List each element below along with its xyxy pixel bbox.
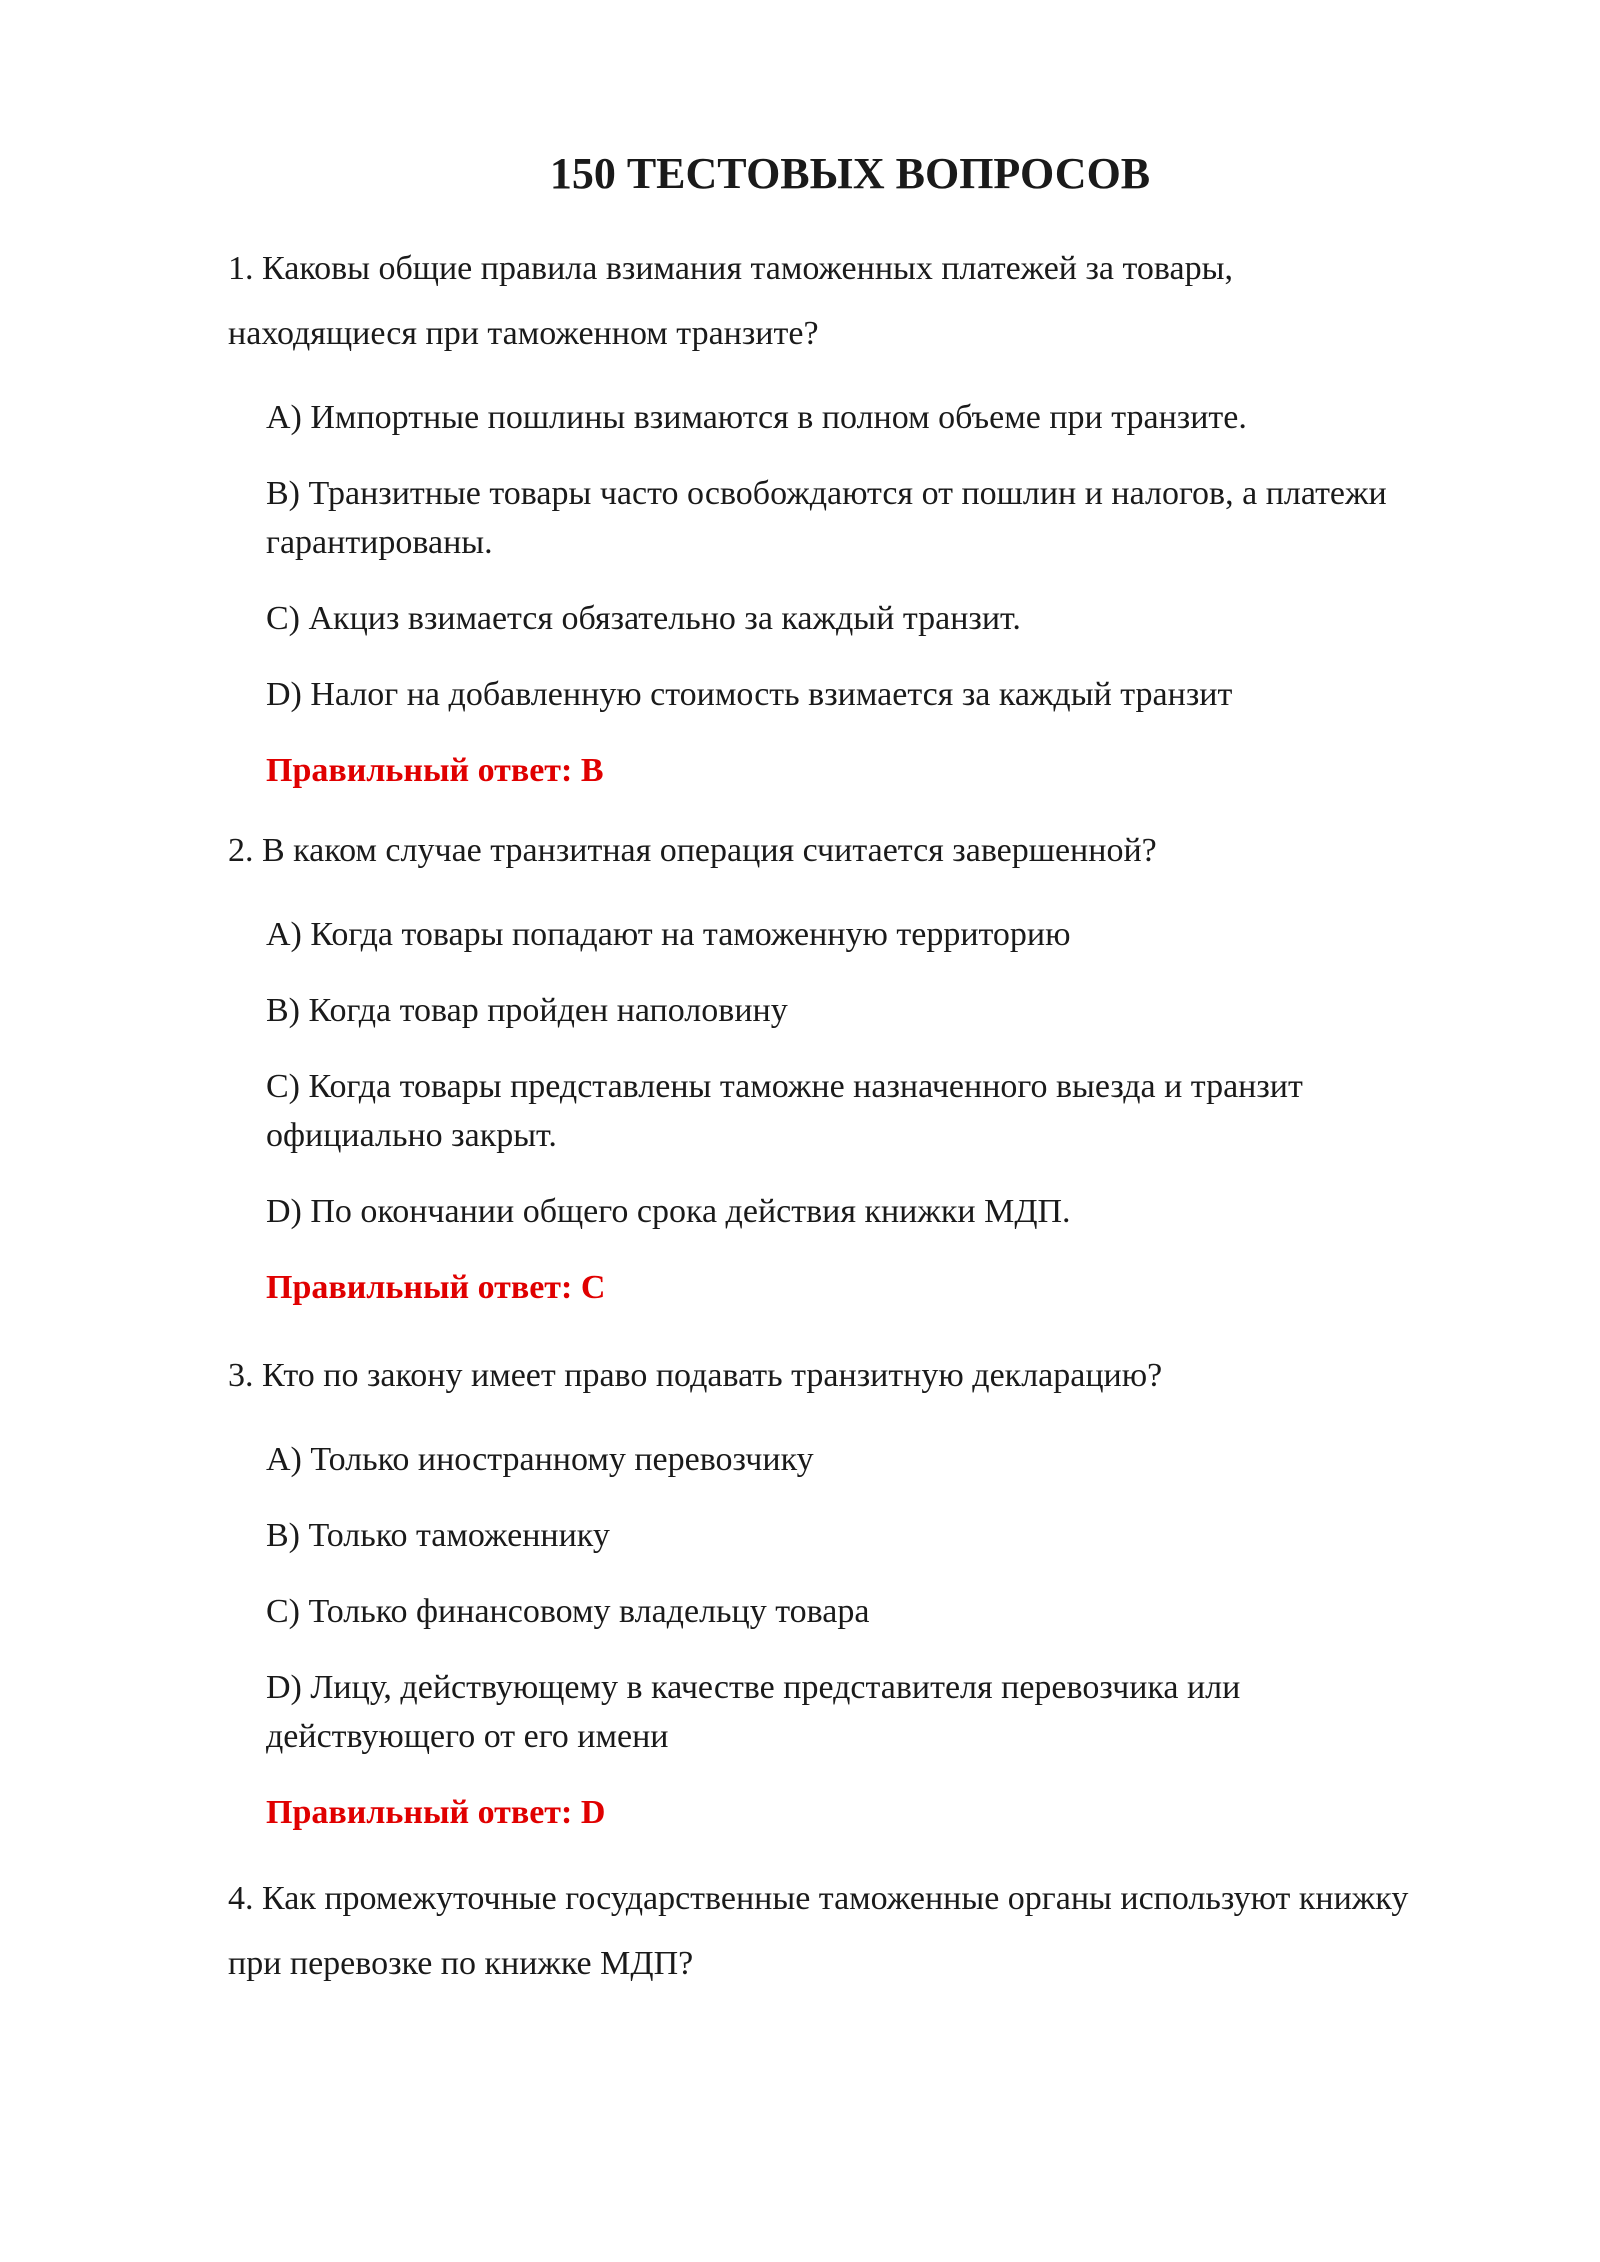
question-4 <box>228 1866 1428 1996</box>
correct-answer: Правильный ответ: B <box>266 752 604 789</box>
options-list <box>228 1435 1428 1761</box>
option-d: D) По окончании общего срока действия книжки МДП. <box>266 1193 1071 1230</box>
question-3 <box>228 1343 1428 1837</box>
option-c: C) Когда товары представлены таможне назначенного выезда и транзит официально закрыт. <box>266 1068 1303 1154</box>
question-text: 4. Как промежуточные государственные таможенные органы используют книжку при перевозке по книжке МДП? <box>228 1880 1409 1982</box>
document-title: 150 ТЕСТОВЫХ ВОПРОСОВ <box>549 149 1151 198</box>
option-b: B) Когда товар пройден наполовину <box>266 992 788 1029</box>
option-a: A) Когда товары попадают на таможенную территорию <box>266 916 1071 953</box>
question-1 <box>228 236 1428 795</box>
option-d: D) Лицу, действующему в качестве представителя перевозчика или действующего от его имени <box>266 1669 1241 1755</box>
correct-answer: Правильный ответ: C <box>266 1269 606 1306</box>
option-b: B) Только таможеннику <box>266 1517 610 1554</box>
option-c: C) Акциз взимается обязательно за каждый транзит. <box>266 600 1021 637</box>
option-a: A) Только иностранному перевозчику <box>266 1441 814 1478</box>
question-text: 1. Каковы общие правила взимания таможенных платежей за товары, находящиеся при таможенном транзите? <box>228 250 1233 352</box>
option-a: A) Импортные пошлины взимаются в полном объеме при транзите. <box>266 399 1247 436</box>
question-text: 2. В каком случае транзитная операция считается завершенной? <box>228 832 1157 869</box>
question-2 <box>228 818 1428 1312</box>
question-text: 3. Кто по закону имеет право подавать транзитную декларацию? <box>228 1357 1163 1394</box>
option-b: B) Транзитные товары часто освобождаются от пошлин и налогов, а платежи гарантированы. <box>266 475 1387 561</box>
correct-answer: Правильный ответ: D <box>266 1794 606 1831</box>
options-list <box>228 393 1428 719</box>
options-list <box>228 910 1428 1236</box>
option-d: D) Налог на добавленную стоимость взимается за каждый транзит <box>266 676 1233 713</box>
option-c: C) Только финансовому владельцу товара <box>266 1593 870 1630</box>
